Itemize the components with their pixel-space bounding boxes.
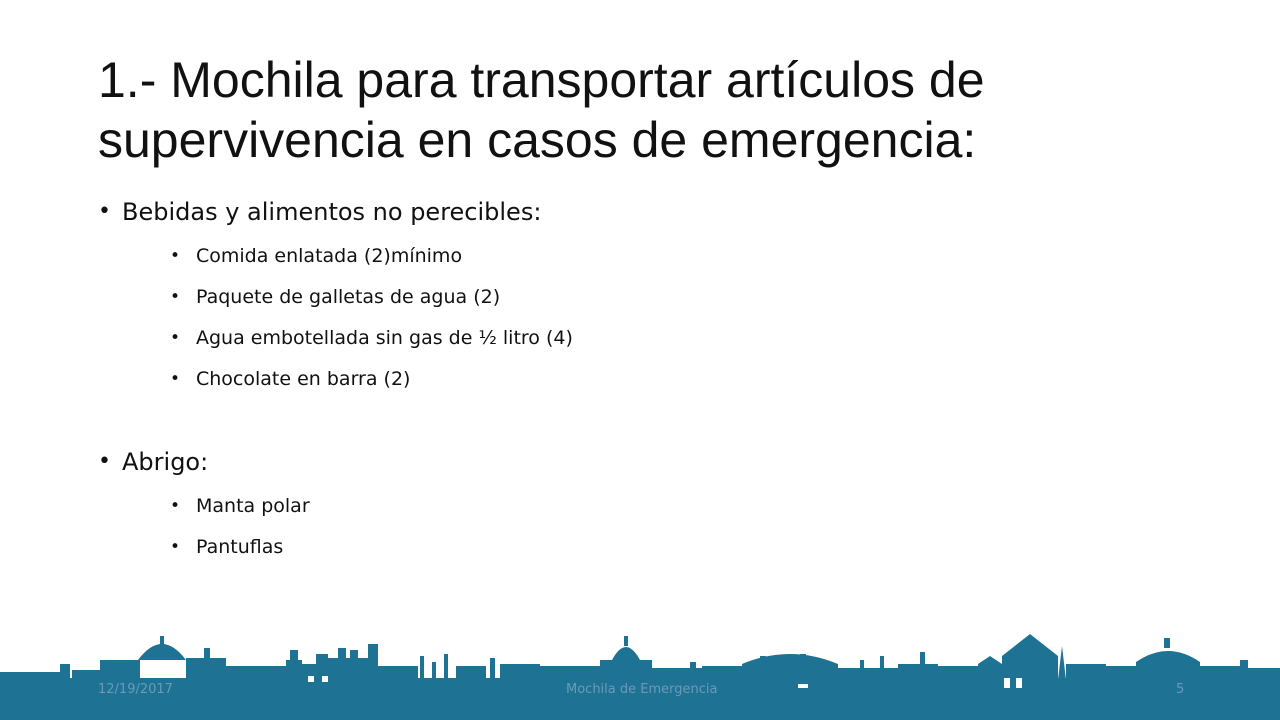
sub-bullet: • Paquete de galletas de agua (2) — [170, 277, 1198, 318]
sub-bullet: • Manta polar — [170, 486, 1198, 527]
sub-list — [122, 236, 1198, 400]
footer-page-number: 5 — [1176, 682, 1185, 697]
sub-bullet: • Comida enlatada (2)mínimo — [170, 236, 1198, 277]
sub-list — [122, 486, 1198, 568]
bullet-heading: Abrigo: — [122, 448, 209, 476]
city-skyline-graphic — [0, 620, 1280, 720]
slide-content — [98, 192, 1198, 568]
footer-title: Mochila de Emergencia — [566, 682, 718, 697]
sub-bullet: • Pantuflas — [170, 527, 1198, 568]
bullet-heading: Bebidas y alimentos no perecibles: — [122, 198, 542, 226]
bullet-section — [98, 442, 1198, 568]
sub-bullet: • Chocolate en barra (2) — [170, 359, 1198, 400]
sub-bullet: • Agua embotellada sin gas de ½ litro (4) — [170, 318, 1198, 359]
footer-date: 12/19/2017 — [98, 682, 173, 697]
bullet-section — [98, 192, 1198, 400]
slide-title: 1.- Mochila para transportar artículos de supervivencia en casos de emergencia: — [98, 52, 985, 168]
